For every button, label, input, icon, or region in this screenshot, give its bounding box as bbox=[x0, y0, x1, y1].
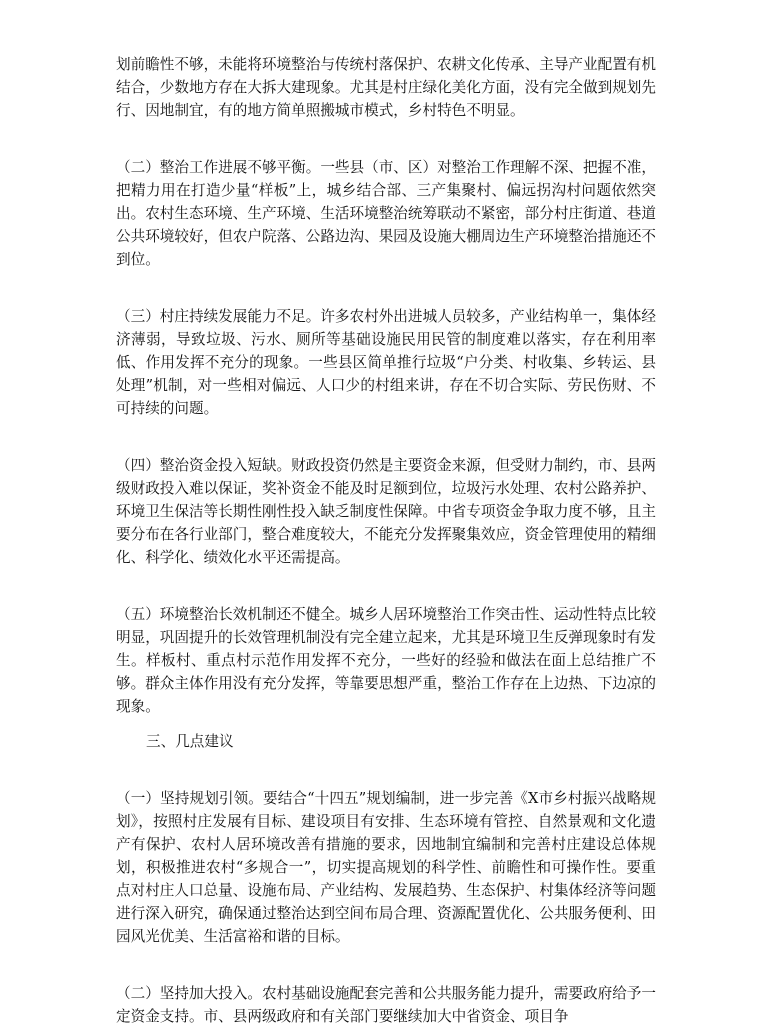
paragraph-suggestion-planning: （一）坚持规划引领。要结合“十四五”规划编制，进一步完善《X市乡村振兴战略规划》，按照村庄发展有目标、建设项目有安排、生态环境有管控、自然景观和文化遗产有保护、农村人居环境改善有措施的要求，因地制宜编制和完善村庄建设总体规划，积极推进农村“多规合一”，切实提高规划的科学性、前瞻性和可操作性。要重点对村庄人口总量、设施布局、产业结构、发展趋势、生态保护、村集体经济等问题进行深入研究，确保通过整治达到空间布局合理、资源配置优化、公共服务便利、田园风光优美、生活富裕和谐的目标。 bbox=[116, 790, 656, 945]
paragraph-planning-issues: 划前瞻性不够，未能将环境整治与传统村落保护、农耕文化传承、主导产业配置有机结合，少数地方存在大拆大建现象。尤其是村庄绿化美化方面，没有完全做到规划先行、因地制宜，有的地方简单照搬城市模式，乡村特色不明显。 bbox=[116, 56, 656, 119]
paragraph-long-term-mechanism: （五）环境整治长效机制还不健全。城乡人居环境整治工作突击性、运动性特点比较明显，巩固提升的长效管理机制没有完全建立起来，尤其是环境卫生反弹现象时有发生。样板村、重点村示范作用发挥不充分，一些好的经验和做法在面上总结推广不够。群众主体作用没有充分发挥，等靠要思想严重，整治工作存在上边热、下边凉的现象。 bbox=[116, 606, 656, 715]
paragraph-uneven-progress: （二）整治工作进展不够平衡。一些县（市、区）对整治工作理解不深、把握不准，把精力用在打造少量“样板”上，城乡结合部、三产集聚村、偏远拐沟村问题依然突出。农村生态环境、生产环境、生活环境整治统筹联动不紧密，部分村庄街道、巷道公共环境较好，但农户院落、公路边沟、果园及设施大棚周边生产环境整治措施还不到位。 bbox=[116, 159, 656, 268]
paragraph-funding-shortage: （四）整治资金投入短缺。财政投资仍然是主要资金来源，但受财力制约，市、县两级财政投入难以保证，奖补资金不能及时足额到位，垃圾污水处理、农村公路养护、环境卫生保洁等长期性刚性投入缺乏制度性保障。中省专项资金争取力度不够，且主要分布在各行业部门，整合难度较大，不能充分发挥聚集效应，资金管理使用的精细化、科学化、绩效化水平还需提高。 bbox=[116, 457, 656, 566]
document-page bbox=[116, 53, 656, 1028]
section-heading: 三、几点建议 bbox=[146, 733, 234, 750]
paragraph-suggestion-investment: （二）坚持加大投入。农村基础设施配套完善和公共服务能力提升，需要政府给予一定资金支持。市、县两级政府和有关部门要继续加大中省资金、项目争 bbox=[116, 985, 656, 1025]
paragraph-sustainability: （三）村庄持续发展能力不足。许多农村外出进城人员较多，产业结构单一，集体经济薄弱，导致垃圾、污水、厕所等基础设施民用民管的制度难以落实，存在利用率低、作用发挥不充分的现象。一些县区简单推行垃圾“户分类、村收集、乡转运、县处理”机制，对一些相对偏远、人口少的村组来讲，存在不切合实际、劳民伤财、不可持续的问题。 bbox=[116, 308, 656, 417]
